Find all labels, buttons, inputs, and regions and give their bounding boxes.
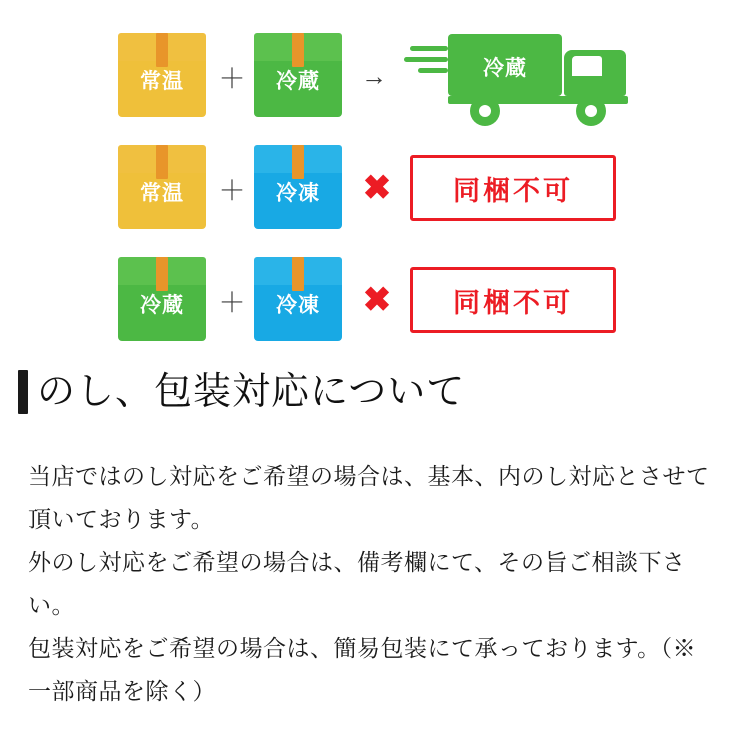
combination-row (0, 250, 750, 350)
no-bundle-label: 同梱不可 (453, 287, 573, 318)
plus-symbol: ＋ (218, 63, 246, 94)
body-paragraph: 包装対応をご希望の場合は、簡易包装にて承っております。（※一部商品を除く） (28, 635, 697, 704)
box-icon-frozen (254, 145, 342, 229)
box-label: 常温 (140, 70, 184, 93)
truck-shape (448, 30, 636, 122)
no-bundle-label: 同梱不可 (453, 175, 573, 206)
box-slot-left (118, 145, 210, 231)
box-slot-left (118, 257, 210, 343)
box-slot-left (118, 33, 210, 119)
truck-window (572, 56, 602, 76)
box-icon-chilled (118, 257, 206, 341)
box-tape (292, 145, 304, 179)
page-title: のし、包装対応について (37, 371, 466, 413)
cross-mark-icon: ✖ (362, 169, 392, 207)
body-paragraph: 外のし対応をご希望の場合は、備考欄にて、その旨ご相談下さい。 (28, 549, 686, 618)
section-heading (18, 370, 465, 414)
combination-row (0, 26, 750, 126)
box-label: 冷凍 (276, 294, 320, 317)
box-tape (156, 257, 168, 291)
heading-accent-bar (18, 370, 28, 414)
box-label: 冷凍 (276, 182, 320, 205)
box-tape (156, 145, 168, 179)
box-icon-normal (118, 33, 206, 117)
truck-label: 冷蔵 (483, 57, 527, 80)
box-label: 常温 (140, 182, 184, 205)
cross-mark-icon: ✖ (362, 281, 392, 319)
box-slot-right (254, 145, 346, 231)
body-paragraph: 当店ではのし対応をご希望の場合は、基本、内のし対応とさせて頂いております。 (28, 463, 710, 532)
box-icon-frozen (254, 257, 342, 341)
box-icon-normal (118, 145, 206, 229)
box-tape (292, 33, 304, 67)
truck-wheel (576, 96, 606, 126)
box-slot-right (254, 257, 346, 343)
box-slot-right (254, 33, 346, 119)
plus-symbol: ＋ (218, 175, 246, 206)
box-tape (292, 257, 304, 291)
box-icon-chilled (254, 33, 342, 117)
plus-symbol: ＋ (218, 287, 246, 318)
box-label: 冷蔵 (140, 294, 184, 317)
combination-row (0, 138, 750, 238)
box-label: 冷蔵 (276, 70, 320, 93)
section-body (28, 455, 718, 713)
shipping-combination-diagram (0, 12, 750, 352)
no-bundle-stamp (410, 267, 616, 333)
box-tape (156, 33, 168, 67)
truck-wheel (470, 96, 500, 126)
speed-lines-icon (404, 46, 448, 79)
delivery-truck-icon (404, 30, 636, 122)
arrow-right-icon: → (361, 60, 387, 91)
no-bundle-stamp (410, 155, 616, 221)
